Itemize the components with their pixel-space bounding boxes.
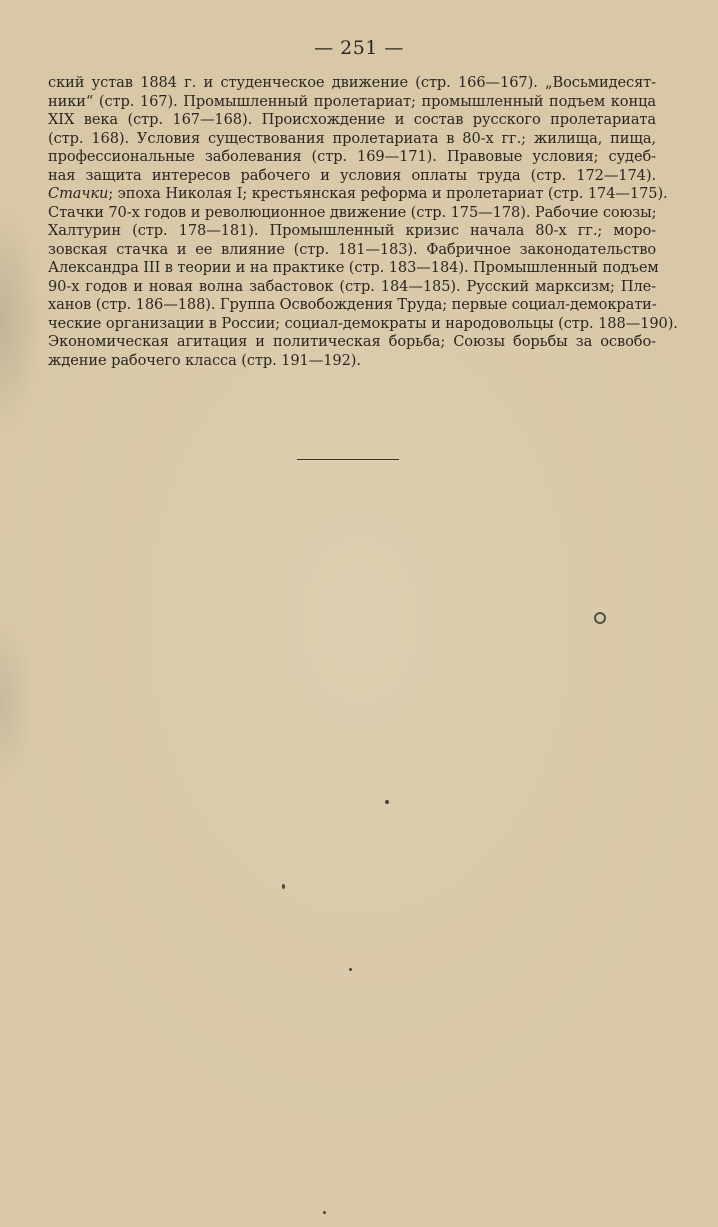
paper-speck xyxy=(385,800,389,804)
text-line: Халтурин (стр. 178—181). Промышленный кризис начала 80-х гг.; моро- xyxy=(48,222,656,239)
paper-stain xyxy=(594,612,606,624)
text-line: ная защита интересов рабочего и условия оплаты труда (стр. 172—174). xyxy=(48,166,656,184)
paper-speck xyxy=(323,1211,326,1214)
text-line: XIX века (стр. 167—168). Происхождение и состав русского пролетариата xyxy=(48,111,656,128)
text-line: ский устав 1884 г. и студенческое движение (стр. 166—167). „Восьмидесят- xyxy=(48,74,656,91)
text-line: Александра III в теории и на практике (стр. 183—184). Промышленный подъем xyxy=(48,259,659,276)
text-line: ждение рабочего класса (стр. 191—192). xyxy=(48,351,361,369)
paper-speck xyxy=(282,884,285,889)
text-line: ческие организации в России; социал-демократы и народовольцы (стр. 188—190). xyxy=(48,314,678,332)
section-divider xyxy=(297,459,399,460)
italic-term: Стачки xyxy=(48,185,109,202)
text-line: 90-х годов и новая волна забастовок (стр. 184—185). Русский марксизм; Пле- xyxy=(48,277,656,295)
text-line: зовская стачка и ее влияние (стр. 181—183). Фабричное законодательство xyxy=(48,240,656,258)
text-line: Стачки 70-х годов и революционное движение (стр. 175—178). Рабочие союзы; xyxy=(48,203,657,221)
text-line: ханов (стр. 186—188). Группа Освобождения Труда; первые социал-демократи- xyxy=(48,296,657,313)
text-line-with-italic xyxy=(48,185,668,204)
paper-speck xyxy=(349,968,352,971)
text-line: ники“ (стр. 167). Промышленный пролетариат; промышленный подъем конца xyxy=(48,92,656,110)
text-line: профессиональные заболевания (стр. 169—171). Правовые условия; судеб- xyxy=(48,148,656,165)
text-line: (стр. 168). Условия существования пролетариата в 80-х гг.; жилища, пища, xyxy=(48,129,656,147)
text-fragment: ; эпоха Николая I; крестьянская реформа и пролетариат (стр. 174—175). xyxy=(108,185,668,202)
page-number: — 251 — xyxy=(314,37,404,59)
body-text xyxy=(48,74,678,370)
text-line: Экономическая агитация и политическая борьба; Союзы борьбы за освобо- xyxy=(48,333,656,350)
